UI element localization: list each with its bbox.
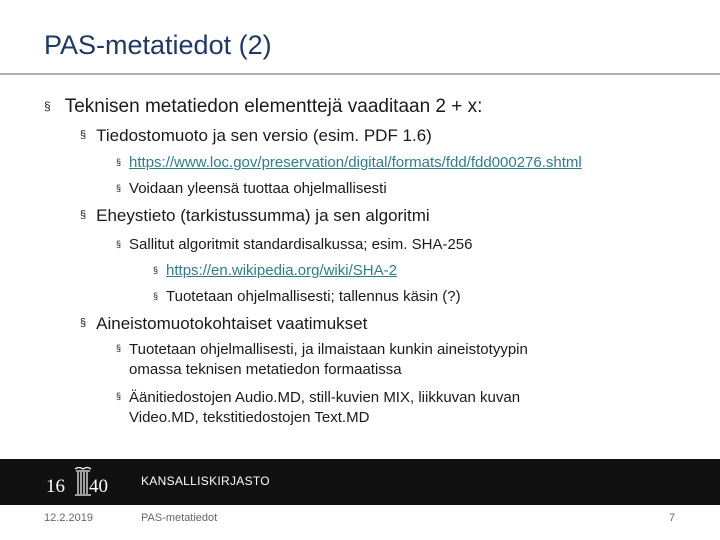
- bullet-text: Tuotetaan ohjelmallisesti; tallennus käsin (?): [166, 288, 461, 305]
- slide-title: PAS-metatiedot (2): [44, 30, 272, 60]
- bullet-text: [129, 340, 528, 380]
- bullet-text: Teknisen metatiedon elementtejä vaaditaan 2 + x:: [64, 96, 483, 117]
- bullet-text: [129, 388, 520, 428]
- page-number: 7: [669, 512, 676, 524]
- bullet-level3: [116, 340, 528, 380]
- bullet-icon: §: [116, 239, 122, 249]
- loc-format-link[interactable]: https://www.loc.gov/preservation/digital/formats/fdd/fdd000276.shtml: [129, 154, 582, 171]
- title-divider: [0, 73, 720, 75]
- bullet-icon: §: [80, 317, 87, 329]
- bullet-icon: §: [116, 343, 122, 353]
- bullet-text: Sallitut algoritmit standardisalkussa; esim. SHA-256: [129, 236, 473, 253]
- bullet-text-line: Tuotetaan ohjelmallisesti, ja ilmaistaan kunkin aineistotyypin: [129, 341, 528, 358]
- bullet-text-line: Video.MD, tekstitiedostojen Text.MD: [129, 409, 370, 426]
- bullet-icon: §: [116, 157, 122, 167]
- bullet-icon: §: [153, 265, 159, 275]
- bullet-level4: [153, 262, 397, 279]
- bullet-icon: §: [116, 183, 122, 193]
- bullet-text: Eheystieto (tarkistussumma) ja sen algoritmi: [96, 206, 430, 225]
- bullet-icon: §: [116, 391, 122, 401]
- bullet-icon: §: [80, 129, 87, 141]
- national-library-logo-icon: [44, 465, 124, 499]
- bullet-text: Tiedostomuoto ja sen versio (esim. PDF 1.6): [96, 126, 432, 145]
- bullet-icon: §: [153, 291, 159, 301]
- bullet-text: Voidaan yleensä tuottaa ohjelmallisesti: [129, 180, 387, 197]
- bullet-text: Aineistomuotokohtaiset vaatimukset: [96, 314, 368, 333]
- footer-topic: PAS-metatiedot: [141, 512, 218, 524]
- footer-bar: [0, 459, 720, 505]
- bullet-level1: [44, 96, 482, 118]
- bullet-text-line: omassa teknisen metatiedon formaatissa: [129, 361, 402, 378]
- footer-date: 12.2.2019: [44, 512, 93, 524]
- bullet-level2: [80, 314, 367, 334]
- brand-name: KANSALLISKIRJASTO: [141, 474, 270, 488]
- logo-number-right: 40: [89, 476, 108, 497]
- bullet-level4: [153, 288, 461, 305]
- sha2-wiki-link[interactable]: https://en.wikipedia.org/wiki/SHA-2: [166, 262, 397, 279]
- bullet-level3: [116, 236, 473, 253]
- bullet-icon: §: [80, 209, 87, 221]
- logo-number-left: 16: [46, 476, 65, 497]
- bullet-text-line: Äänitiedostojen Audio.MD, still-kuvien MIX, liikkuvan kuvan: [129, 389, 521, 406]
- bullet-level3: [116, 154, 582, 171]
- bullet-icon: §: [44, 99, 51, 113]
- bullet-level2: [80, 206, 430, 226]
- bullet-level2: [80, 126, 432, 146]
- bullet-level3: [116, 388, 520, 428]
- bullet-level3: [116, 180, 387, 197]
